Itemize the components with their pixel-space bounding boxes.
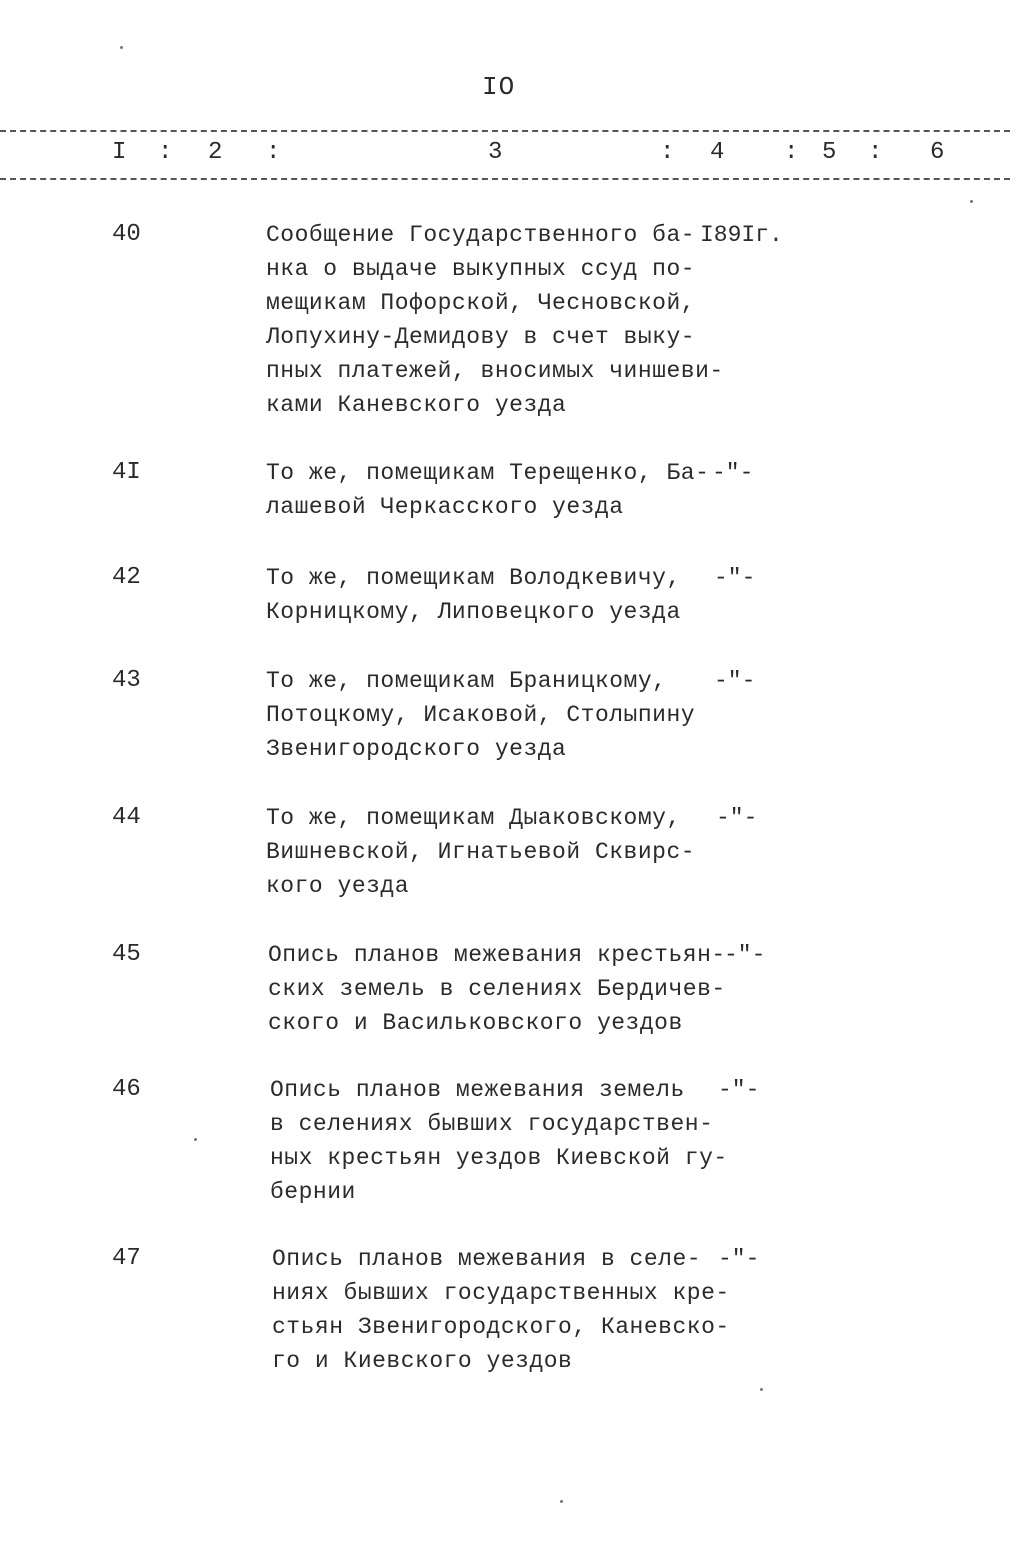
column-separator: : xyxy=(868,139,883,166)
entry-description xyxy=(272,1242,742,1378)
description-line: ских земель в селениях Бердичев- xyxy=(268,976,726,1002)
entry-description xyxy=(270,1073,740,1209)
entry-description xyxy=(268,938,738,1040)
column-header-6: 6 xyxy=(930,139,945,166)
description-line: Корницкому, Липовецкого уезда xyxy=(266,599,681,625)
description-line: стьян Звенигородского, Каневско- xyxy=(272,1314,730,1340)
column-header-3: 3 xyxy=(488,139,503,166)
scan-speck xyxy=(194,1138,197,1141)
description-line: бернии xyxy=(270,1179,356,1205)
entry-date: -"- xyxy=(718,1077,760,1103)
description-line: Потоцкому, Исаковой, Столыпину xyxy=(266,702,696,728)
entry-date: -"- xyxy=(724,942,766,968)
description-line: То же, помещикам Володкевичу, xyxy=(266,565,681,591)
column-header-1: I xyxy=(112,139,127,166)
description-line: Звенигородского уезда xyxy=(266,736,567,762)
description-line: Опись планов межевания земель xyxy=(270,1077,685,1103)
scan-speck xyxy=(970,200,973,203)
description-line: го и Киевского уездов xyxy=(272,1348,573,1374)
page-number: IO xyxy=(482,72,516,102)
entry-number: 40 xyxy=(112,221,141,248)
description-line: То же, помещикам Терещенко, Ба- xyxy=(266,460,710,486)
description-line: нка о выдаче выкупных ссуд по- xyxy=(266,256,696,282)
column-separator: : xyxy=(266,139,281,166)
description-line: Сообщение Государственного ба- xyxy=(266,222,696,248)
header-bottom-rule xyxy=(0,178,1010,180)
entry-date: I89Iг. xyxy=(700,222,783,248)
scan-speck xyxy=(560,1500,563,1503)
description-line: пных платежей, вносимых чиншеви- xyxy=(266,358,724,384)
description-line: Лопухину-Демидову в счет выку- xyxy=(266,324,696,350)
entry-description xyxy=(266,218,736,422)
description-line: Опись планов межевания крестьян- xyxy=(268,942,726,968)
description-line: ниях бывших государственных кре- xyxy=(272,1280,730,1306)
description-line: мещикам Пофорской, Чесновской, xyxy=(266,290,696,316)
column-header-2: 2 xyxy=(208,139,223,166)
column-header-5: 5 xyxy=(822,139,837,166)
column-header-4: 4 xyxy=(710,139,725,166)
column-separator: : xyxy=(158,139,173,166)
column-separator: : xyxy=(660,139,675,166)
entry-number: 45 xyxy=(112,941,141,968)
entry-description xyxy=(266,561,736,629)
entry-number: 4I xyxy=(112,459,141,486)
column-separator: : xyxy=(784,139,799,166)
entry-date: -"- xyxy=(712,460,754,486)
description-line: лашевой Черкасского уезда xyxy=(266,494,624,520)
entry-number: 42 xyxy=(112,564,141,591)
description-line: кого уезда xyxy=(266,873,410,899)
description-line: То же, помещикам Дыаковскому, xyxy=(266,805,681,831)
description-line: Опись планов межевания в селе- xyxy=(272,1246,702,1272)
entry-date: -"- xyxy=(716,805,758,831)
description-line: ского и Васильковского уездов xyxy=(268,1010,683,1036)
scan-speck xyxy=(120,46,123,49)
entry-date: -"- xyxy=(714,565,756,591)
entry-date: -"- xyxy=(714,668,756,694)
description-line: То же, помещикам Браницкому, xyxy=(266,668,667,694)
description-line: ками Каневского уезда xyxy=(266,392,567,418)
entry-number: 46 xyxy=(112,1076,141,1103)
entry-date: -"- xyxy=(718,1246,760,1272)
description-line: Вишневской, Игнатьевой Сквирс- xyxy=(266,839,696,865)
scan-speck xyxy=(760,1388,763,1391)
entry-description xyxy=(266,664,736,766)
entry-number: 44 xyxy=(112,804,141,831)
entry-description xyxy=(266,801,736,903)
entry-number: 43 xyxy=(112,667,141,694)
description-line: ных крестьян уездов Киевской гу- xyxy=(270,1145,728,1171)
entry-description xyxy=(266,456,736,524)
header-top-rule xyxy=(0,130,1010,132)
entry-number: 47 xyxy=(112,1245,141,1272)
description-line: в селениях бывших государствен- xyxy=(270,1111,714,1137)
